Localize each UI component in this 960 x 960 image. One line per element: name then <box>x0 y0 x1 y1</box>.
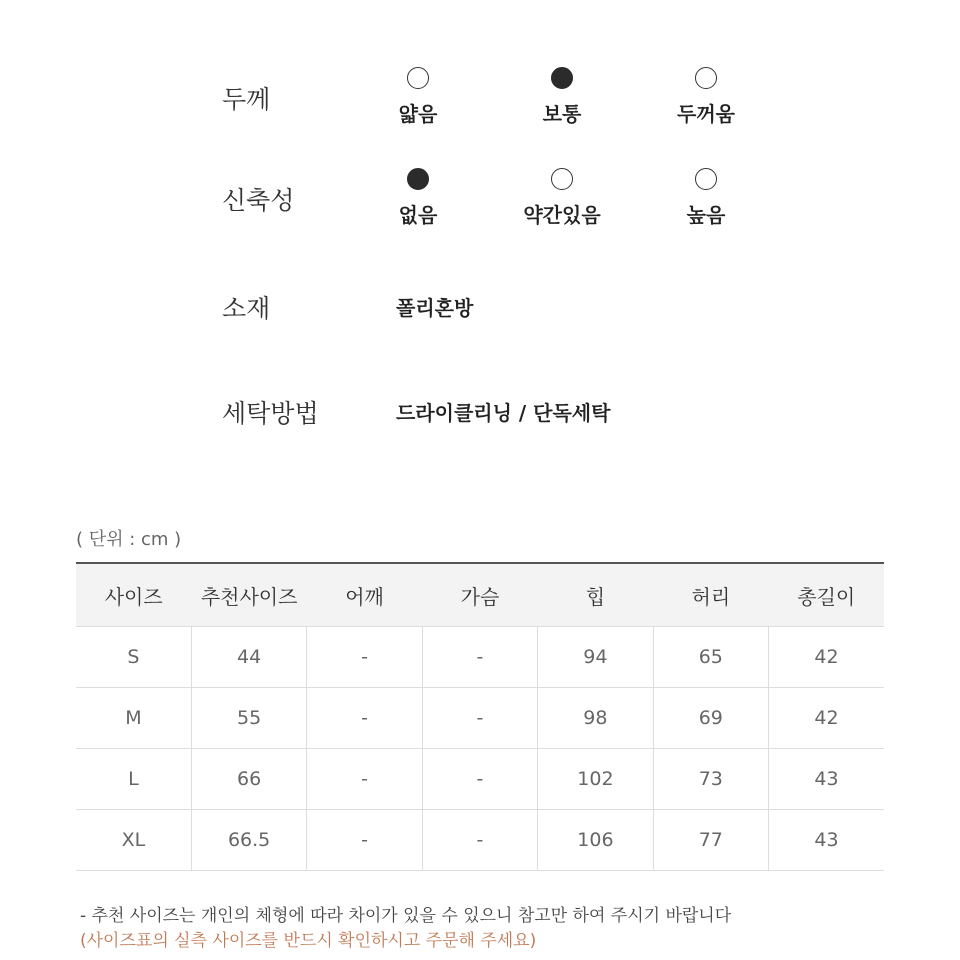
cell-chest: - <box>422 688 537 749</box>
thickness-option-normal <box>512 67 612 127</box>
cell-chest: - <box>422 810 537 871</box>
option-label: 높음 <box>686 203 726 227</box>
cell-shoulder: - <box>307 749 422 810</box>
table-row <box>76 688 884 749</box>
cell-waist: 77 <box>653 810 768 871</box>
option-label: 보통 <box>542 102 582 126</box>
header-chest: 가슴 <box>422 563 537 627</box>
cell-shoulder: - <box>307 627 422 688</box>
size-disclaimer-note: - 추천 사이즈는 개인의 체형에 따라 차이가 있을 수 있으니 참고만 하여 주시기 바랍니다 <box>80 906 732 926</box>
cell-size: M <box>76 688 191 749</box>
size-check-note: (사이즈표의 실측 사이즈를 반드시 확인하시고 주문해 주세요) <box>80 931 537 951</box>
cell-recommended-size: 66 <box>191 749 306 810</box>
unit-note: ( 단위 : cm ) <box>76 529 182 550</box>
cell-waist: 69 <box>653 688 768 749</box>
option-label: 약간있음 <box>523 203 601 227</box>
cell-hip: 106 <box>538 810 653 871</box>
radio-empty-icon <box>695 168 717 190</box>
cell-size: S <box>76 627 191 688</box>
header-size: 사이즈 <box>76 563 191 627</box>
material-label: 소재 <box>222 294 271 323</box>
table-row <box>76 749 884 810</box>
washing-label: 세탁방법 <box>222 399 319 428</box>
cell-chest: - <box>422 627 537 688</box>
thickness-label: 두께 <box>222 85 271 114</box>
cell-waist: 73 <box>653 749 768 810</box>
radio-filled-icon <box>407 168 429 190</box>
stretch-label: 신축성 <box>222 186 295 215</box>
header-total-length: 총길이 <box>769 563 884 627</box>
cell-recommended-size: 66.5 <box>191 810 306 871</box>
cell-total-length: 42 <box>769 688 884 749</box>
table-row <box>76 627 884 688</box>
cell-shoulder: - <box>307 810 422 871</box>
cell-recommended-size: 44 <box>191 627 306 688</box>
radio-empty-icon <box>551 168 573 190</box>
thickness-option-thick <box>656 67 756 127</box>
thickness-option-thin <box>368 67 468 127</box>
cell-hip: 102 <box>538 749 653 810</box>
cell-recommended-size: 55 <box>191 688 306 749</box>
radio-empty-icon <box>407 67 429 89</box>
header-hip: 힙 <box>538 563 653 627</box>
table-header-row <box>76 563 884 627</box>
cell-waist: 65 <box>653 627 768 688</box>
cell-hip: 94 <box>538 627 653 688</box>
stretch-option-slight <box>512 168 612 228</box>
radio-empty-icon <box>695 67 717 89</box>
size-table <box>76 562 884 871</box>
cell-hip: 98 <box>538 688 653 749</box>
header-waist: 허리 <box>653 563 768 627</box>
cell-shoulder: - <box>307 688 422 749</box>
table-row <box>76 810 884 871</box>
radio-filled-icon <box>551 67 573 89</box>
cell-chest: - <box>422 749 537 810</box>
stretch-option-none <box>368 168 468 228</box>
cell-size: XL <box>76 810 191 871</box>
option-label: 없음 <box>398 203 438 227</box>
option-label: 두꺼움 <box>677 102 735 126</box>
cell-total-length: 43 <box>769 749 884 810</box>
header-shoulder: 어깨 <box>307 563 422 627</box>
stretch-option-high <box>656 168 756 228</box>
cell-total-length: 42 <box>769 627 884 688</box>
washing-value: 드라이클리닝 / 단독세탁 <box>396 401 611 425</box>
cell-size: L <box>76 749 191 810</box>
header-recommended-size: 추천사이즈 <box>191 563 306 627</box>
material-value: 폴리혼방 <box>396 296 474 320</box>
option-label: 얇음 <box>398 102 438 126</box>
cell-total-length: 43 <box>769 810 884 871</box>
